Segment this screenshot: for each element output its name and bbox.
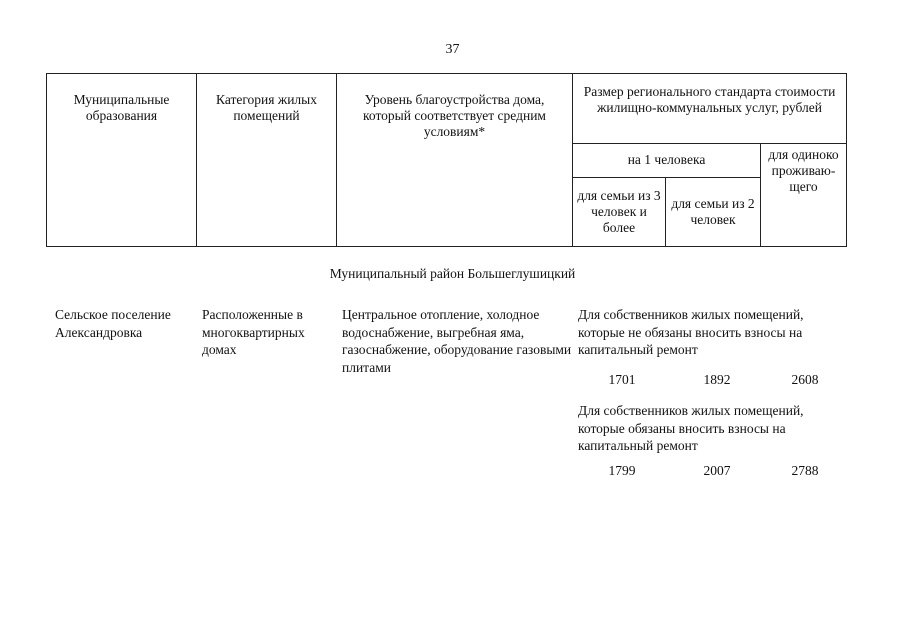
category-cell: Расположенные в многоквартирных домах <box>202 307 305 358</box>
value-family-3: 1701 <box>608 372 636 387</box>
level-cell: Центральное отопление, холодное водоснабжение, выгребная яма, газоснабжение, оборудование газовыми плитами <box>342 307 572 375</box>
page-number: 37 <box>445 42 460 57</box>
header-municipal: Муниципальные образования <box>47 74 197 247</box>
value-single: 2788 <box>791 463 819 478</box>
value-family-3: 1799 <box>608 463 636 478</box>
group-title-with-capital-repair: Для собственников жилых помещений, которые обязаны вносить взносы на капитальный ремонт <box>578 403 804 454</box>
header-category: Категория жилых помещений <box>197 74 337 247</box>
group-title-no-capital-repair: Для собственников жилых помещений, которые не обязаны вносить взносы на капитальный ремонт <box>578 307 804 358</box>
header-standard: Размер регионального стандарта стоимости жилищно-коммунальных услуг, рублей <box>573 74 847 144</box>
header-level: Уровень благоустройства дома, который соответствует средним условиям* <box>337 74 573 247</box>
value-single: 2608 <box>791 372 819 387</box>
municipality-cell: Сельское поселение Александровка <box>55 307 171 340</box>
value-family-2: 1892 <box>703 372 731 387</box>
header-table <box>46 73 847 247</box>
header-family-3: для семьи из 3 человек и более <box>573 178 666 247</box>
value-family-2: 2007 <box>703 463 731 478</box>
header-family-2: для семьи из 2 человек <box>666 178 761 247</box>
header-single: для одиноко проживаю-щего <box>761 144 847 247</box>
header-per-person: на 1 человека <box>573 144 761 178</box>
district-heading: Муниципальный район Большеглушицкий <box>329 266 576 281</box>
